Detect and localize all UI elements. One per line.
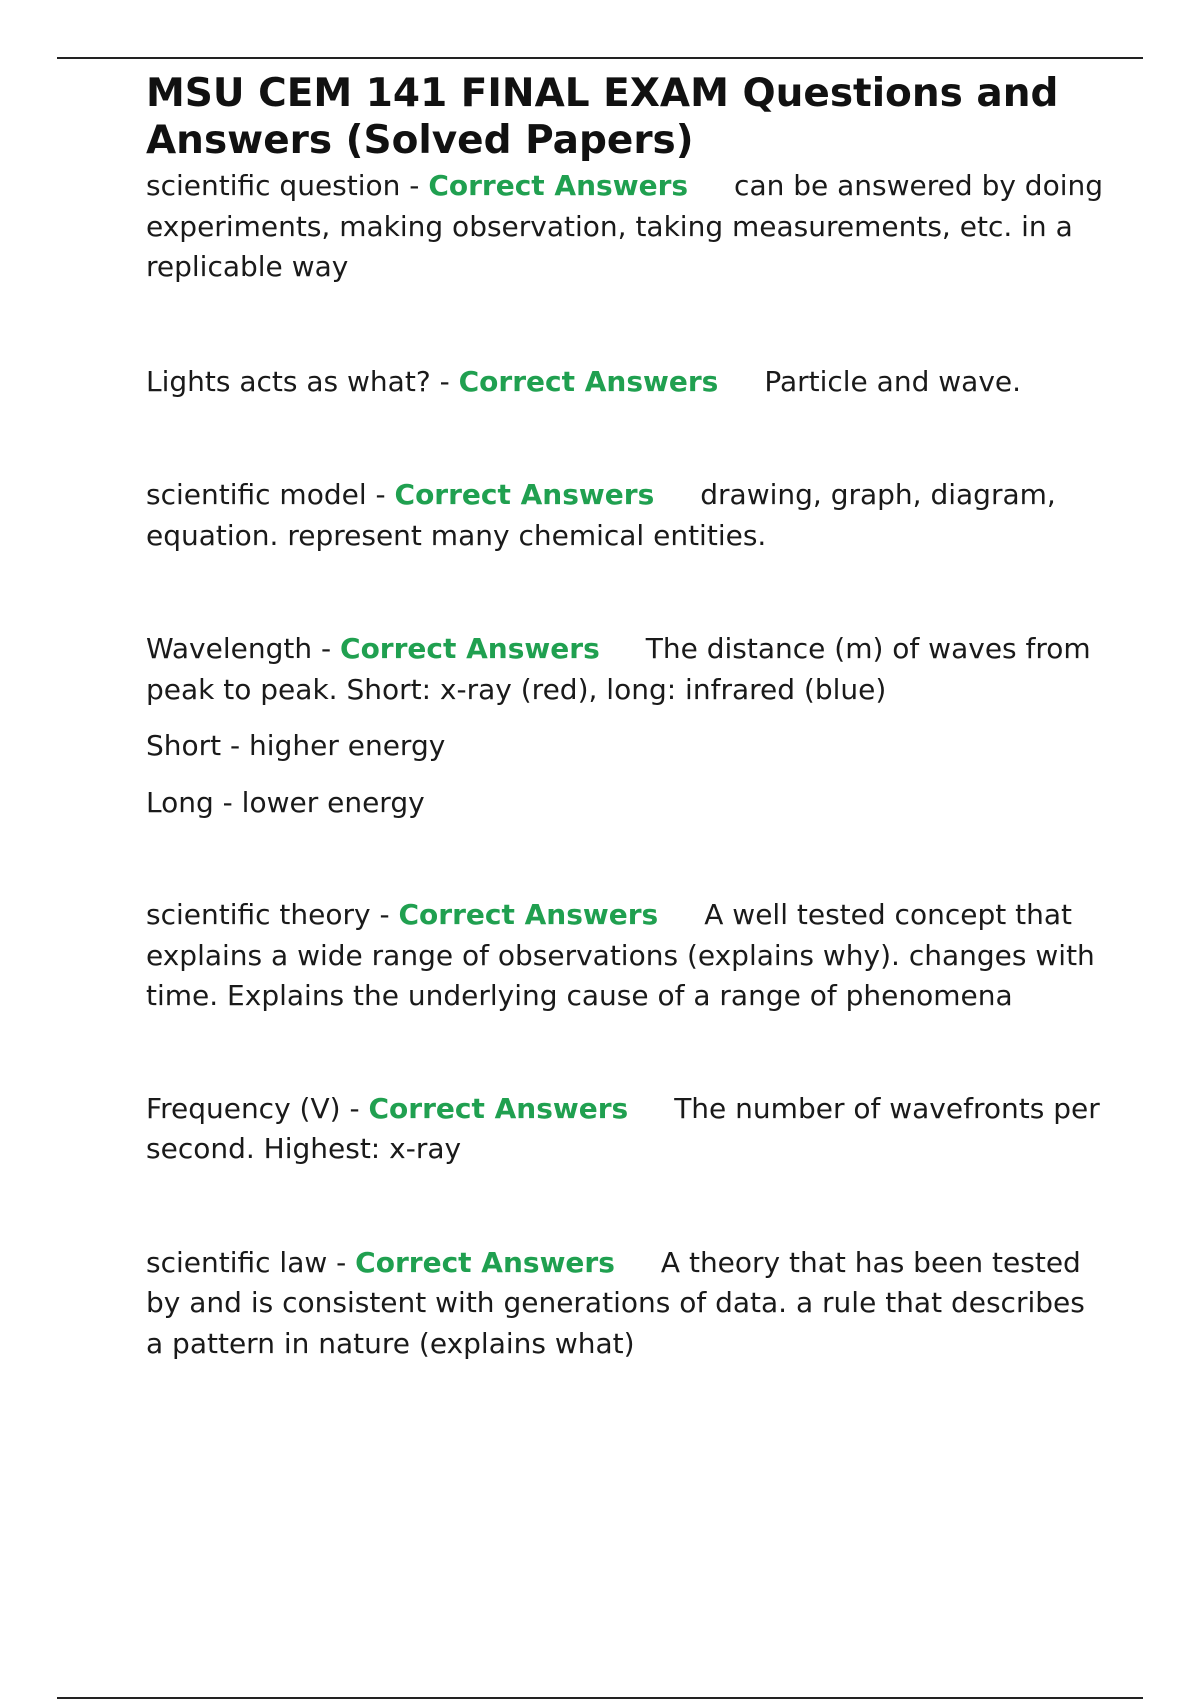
document-title: MSU CEM 141 FINAL EXAM Questions and Answers (Solved Papers) xyxy=(146,71,1059,163)
question-term: scientific law xyxy=(146,1245,328,1279)
question-term: scientific model xyxy=(146,478,367,511)
bottom-rule xyxy=(57,1697,1143,1699)
question-term: scientific question xyxy=(146,169,401,202)
separator: - xyxy=(340,1091,369,1125)
answer-text: can be answered by doing experiments, making observation, taking measurements, etc. in a replicable way xyxy=(146,169,1104,283)
correct-answers-label: Correct Answers xyxy=(428,169,689,202)
correct-answers-label: Correct Answers xyxy=(458,364,719,398)
correct-answers-label: Correct Answers xyxy=(340,632,600,665)
top-rule xyxy=(57,57,1143,59)
qa-item-wavelength xyxy=(146,629,1106,710)
qa-item-frequency xyxy=(146,1089,1106,1170)
separator: - xyxy=(312,632,341,665)
qa-item-scientific-model xyxy=(146,475,1106,556)
qa-item-scientific-question xyxy=(146,166,1106,288)
answer-text: Particle and wave. xyxy=(764,364,1022,398)
answer-text: A theory that has been tested by and is consistent with generations of data. a rule that describes a pattern in nature (explains what) xyxy=(146,1245,1085,1360)
answer-text: The distance (m) of waves from peak to peak. Short: x-ray (red), long: infrared (blue) xyxy=(146,632,1091,706)
qa-item-light xyxy=(146,362,1106,403)
qa-item-scientific-law xyxy=(146,1243,1106,1365)
correct-answers-label: Correct Answers xyxy=(355,1245,615,1279)
separator: - xyxy=(327,1245,356,1279)
answer-text: The number of wavefronts per second. Highest: x-ray xyxy=(146,1091,1100,1165)
question-term: Lights acts as what? xyxy=(146,364,431,398)
separator: - xyxy=(430,364,459,398)
correct-answers-label: Correct Answers xyxy=(394,478,655,511)
document-body xyxy=(146,70,1106,1364)
question-term: Wavelength xyxy=(146,632,313,665)
separator: - xyxy=(370,898,399,931)
answer-text: A well tested concept that explains a wide range of observations (explains why). changes with time. Explains the underlying cause of a range of phenomena xyxy=(146,898,1095,1012)
answer-text: drawing, graph, diagram, equation. represent many chemical entities. xyxy=(146,478,1056,552)
separator: - xyxy=(366,478,395,511)
qa-item-scientific-theory xyxy=(146,895,1106,1017)
wavelength-note-long: Long - lower energy xyxy=(146,785,425,819)
separator: - xyxy=(400,169,429,202)
correct-answers-label: Correct Answers xyxy=(398,898,659,931)
correct-answers-label: Correct Answers xyxy=(368,1091,629,1125)
wavelength-note-short: Short - higher energy xyxy=(146,729,446,762)
question-term: scientific theory xyxy=(146,898,371,931)
question-term: Frequency (V) xyxy=(146,1091,341,1125)
